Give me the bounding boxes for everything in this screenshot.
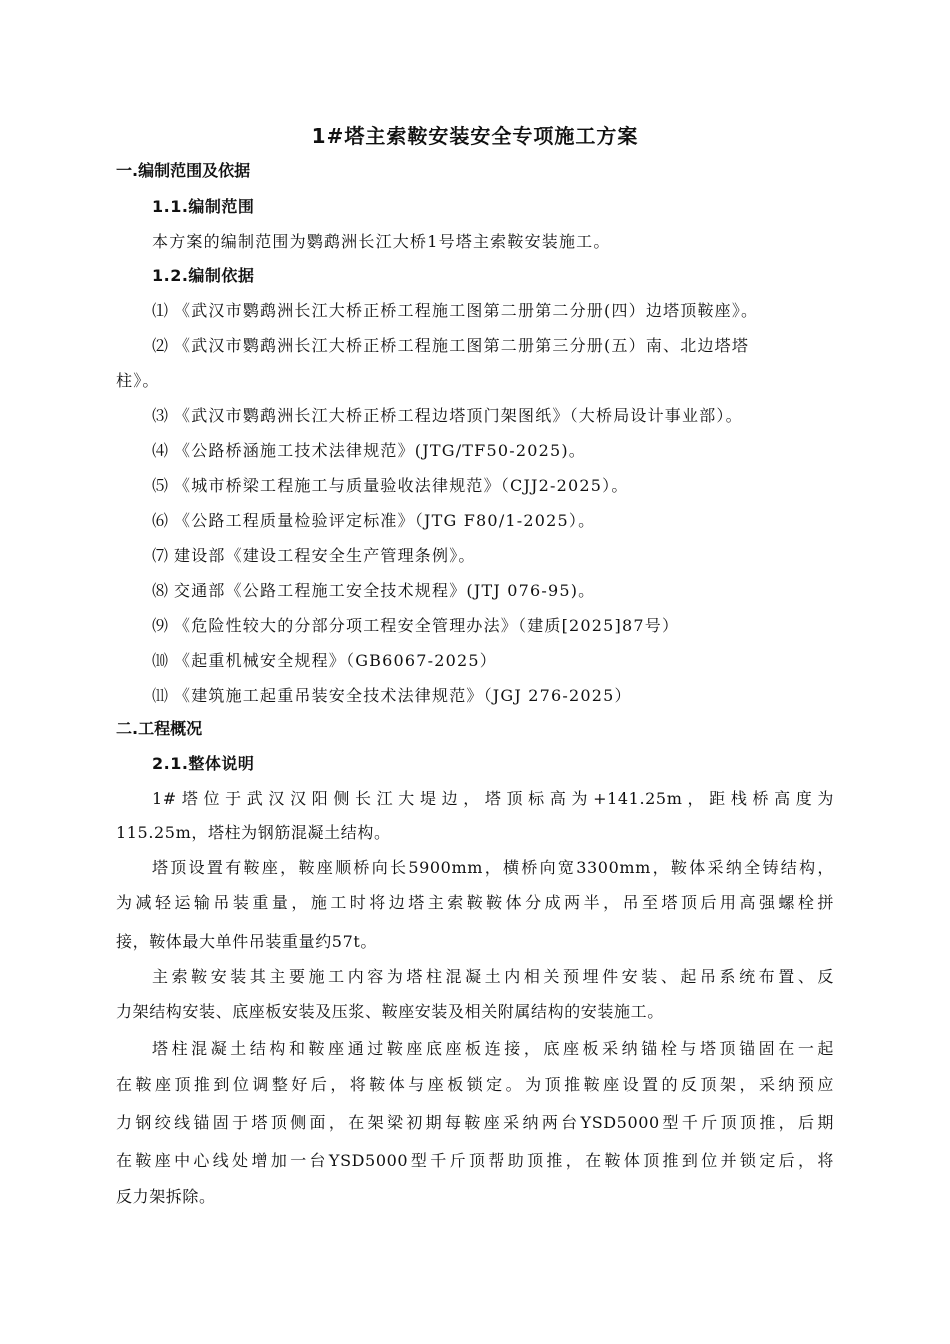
paragraph-line: 主索鞍安装其主要施工内容为塔柱混凝土内相关预埋件安装、起吊系统布置、反	[152, 967, 834, 986]
subsection-heading-2-1: 2.1.整体说明	[152, 754, 255, 773]
item-number: ⑴	[152, 301, 170, 320]
reference-item	[152, 580, 595, 602]
item-number: ⑽	[152, 651, 170, 670]
paragraph-line: 力架结构安装、底座板安装及压浆、鞍座安装及相关附属结构的安装施工。	[116, 1002, 664, 1021]
item-number: ⑼	[152, 616, 170, 635]
subsection-heading-1-2: 1.2.编制依据	[152, 266, 255, 285]
item-text: 《城市桥梁工程施工与质量验收法律规范》（CJJ2-2025）。	[174, 476, 629, 495]
item-number: ⑵	[152, 336, 170, 355]
section-heading-2: 二.工程概况	[116, 719, 203, 738]
paragraph-line: 塔顶设置有鞍座，鞍座顺桥向长5900mm，横桥向宽3300mm，鞍体采纳全铸结构，	[152, 858, 834, 877]
paragraph-line: 在鞍座中心线处增加一台YSD5000型千斤顶帮助顶推，在鞍体顶推到位并锁定后，将	[116, 1151, 834, 1170]
reference-item	[152, 615, 679, 637]
paragraph-line: 115.25m，塔柱为钢筋混凝土结构。	[116, 823, 391, 842]
item-text: 《公路工程质量检验评定标准》（JTG F80/1-2025）。	[174, 511, 596, 530]
paragraph-line: 塔柱混凝土结构和鞍座通过鞍座底座板连接，底座板采纳锚栓与塔顶锚固在一起	[152, 1039, 834, 1058]
reference-item	[152, 685, 632, 707]
item-number: ⑶	[152, 406, 170, 425]
paragraph-line: 在鞍座顶推到位调整好后，将鞍体与座板锁定。为顶推鞍座设置的反顶架，采纳预应	[116, 1075, 834, 1094]
item-number: ⑹	[152, 511, 170, 530]
item-text: 建设部《建设工程安全生产管理条例》。	[174, 546, 476, 565]
item-text: 《武汉市鹦鹉洲长江大桥正桥工程施工图第二册第二分册(四）边塔顶鞍座》。	[174, 301, 759, 320]
item-text: 《危险性较大的分部分项工程安全管理办法》（建质[2025]87号）	[174, 616, 680, 635]
section-heading-1: 一.编制范围及依据	[116, 161, 251, 180]
reference-item	[152, 650, 497, 672]
reference-item	[152, 335, 749, 357]
item-number: ⑺	[152, 546, 170, 565]
reference-item	[152, 405, 743, 427]
paragraph-line: 接，鞍体最大单件吊装重量约57t。	[116, 932, 377, 951]
paragraph-scope: 本方案的编制范围为鹦鹉洲长江大桥1号塔主索鞍安装施工。	[152, 232, 611, 251]
item-number: ⑷	[152, 441, 170, 460]
paragraph-line: 力钢绞线锚固于塔顶侧面，在架梁初期每鞍座采纳两台YSD5000型千斤顶顶推，后期	[116, 1113, 834, 1132]
item-text: 《建筑施工起重吊装安全技术法律规范》（JGJ 276-2025）	[174, 686, 632, 705]
paragraph-line: 1#塔位于武汉汉阳侧长江大堤边，塔顶标高为+141.25m，距栈桥高度为	[152, 789, 834, 808]
item-text: 交通部《公路工程施工安全技术规程》(JTJ 076-95)。	[174, 581, 596, 600]
reference-item-continuation: 柱》。	[116, 371, 160, 390]
reference-item	[152, 545, 476, 567]
item-text: 《武汉市鹦鹉洲长江大桥正桥工程施工图第二册第三分册(五）南、北边塔塔	[174, 336, 750, 355]
reference-item	[152, 440, 586, 462]
item-text: 《起重机械安全规程》（GB6067-2025）	[174, 651, 497, 670]
item-text: 《武汉市鹦鹉洲长江大桥正桥工程边塔顶门架图纸》（大桥局设计事业部）。	[174, 406, 743, 425]
item-text: 《公路桥涵施工技术法律规范》(JTG/TF50-2025)。	[174, 441, 587, 460]
document-title: 1#塔主索鞍安装安全专项施工方案	[311, 124, 639, 148]
item-number: ⑻	[152, 581, 170, 600]
reference-item	[152, 510, 595, 532]
item-number: ⑾	[152, 686, 170, 705]
item-number: ⑸	[152, 476, 170, 495]
reference-item	[152, 300, 758, 322]
paragraph-line: 反力架拆除。	[116, 1187, 216, 1206]
reference-item	[152, 475, 629, 497]
paragraph-line: 为减轻运输吊装重量，施工时将边塔主索鞍鞍体分成两半，吊至塔顶后用高强螺栓拼	[116, 893, 834, 912]
subsection-heading-1-1: 1.1.编制范围	[152, 197, 255, 216]
